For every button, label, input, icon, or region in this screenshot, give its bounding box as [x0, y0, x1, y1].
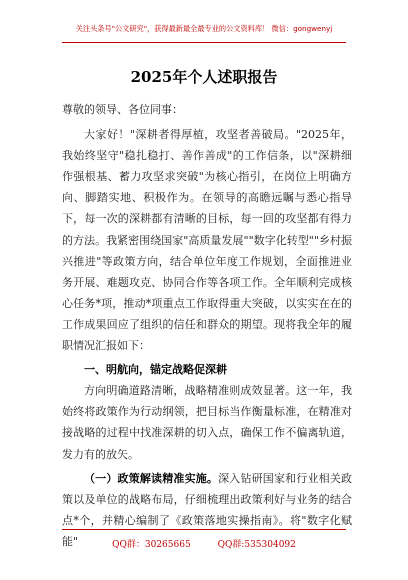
header-divider	[62, 42, 346, 43]
section-heading: 一、明航向，锚定战略促深耕	[84, 363, 227, 377]
footer-qq-group-2: QQ群:535304092	[217, 540, 296, 550]
subsection-heading: （一）政策解读精准实施。	[84, 471, 219, 485]
footer-qq-group-1: QQ群：30265665	[112, 540, 191, 550]
intro-paragraph: 大家好！"深耕者得厚植，攻坚者善破局。"2025年，我始终坚守"稳扎稳打、善作善成"的工作信条，以"深耕细作强根基、蓄力攻坚求突破"为核心指引，在岗位上明确方向、脚踏实地、积极作为。在领导的高瞻远瞩与悉心指导下，每一次的深耕都有清晰的目标，每一回的攻坚都有得力的方法。我紧密围绕国家"高质量发展""数字化转型""乡村振兴推进"等政策方向，结合单位年度工作规划，全面推进业务开展、难题攻克、协同合作等各项工作。全年顺利完成核心任务*项，推动*项重点工作取得重大突破，以实实在在的工作成果回应了组织的信任和群众的期望。现将我全年的履职情况汇报如下：	[62, 128, 352, 353]
greeting: 尊敬的领导、各位同事：	[62, 103, 183, 116]
header-banner: 关注头条号"公文研究"，获得最新最全最专业的公文资料库！ 微信：gongwenyj	[75, 24, 333, 33]
footer	[0, 537, 408, 550]
document-body	[62, 99, 352, 552]
section-paragraph: 方向明确道路清晰，战略精准则成效显著。这一年，我始终将政策作为行动纲领，把目标当作衡量标准，在精准对接战略的过程中找准深耕的切入点，确保工作不偏离轨道，发力有的放矢。	[62, 384, 352, 461]
document-title: 2025年个人述职报告	[130, 68, 278, 86]
subsection-body: 深入钻研国家和行业相关政策以及单位的战略布局，仔细梳理出政策利好与业务的结合点*个，并精心编制了《政策落地实操指南》。将"数字化赋能"	[62, 471, 353, 548]
footer-divider	[62, 529, 346, 530]
